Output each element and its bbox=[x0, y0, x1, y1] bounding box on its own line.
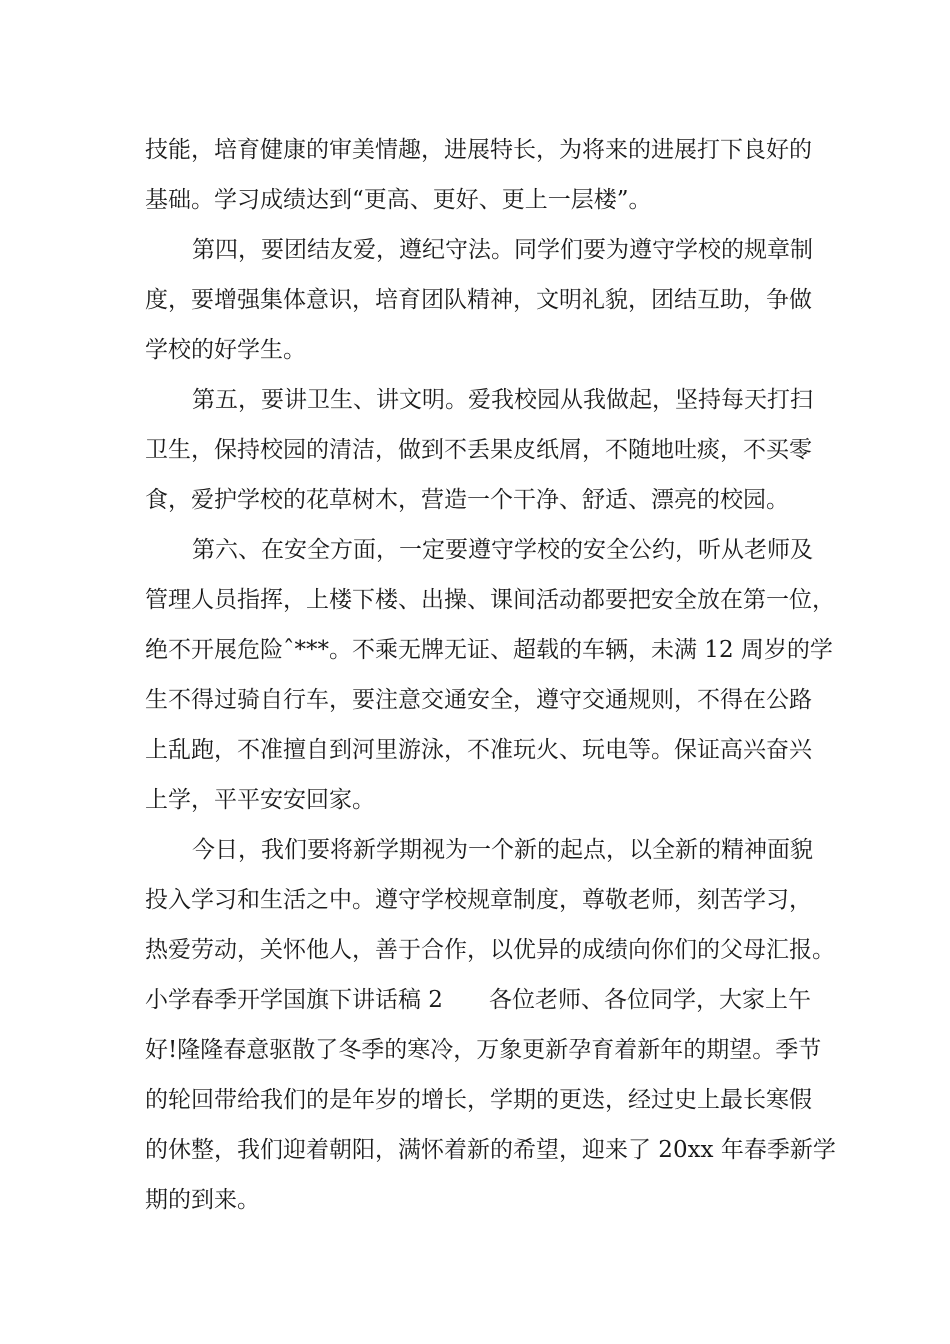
paragraph-start-line: 第四，要团结友爱，遵纪守法。同学们要为遵守学校的规章制 bbox=[192, 237, 813, 263]
text-line: 基础。学习成绩达到“更高、更好、更上一层楼”。 bbox=[145, 187, 652, 213]
text-line: 的轮回带给我们的是年岁的增长，学期的更迭，经过史上最长寒假 bbox=[145, 1087, 812, 1113]
text-line: 好!隆隆春意驱散了冬季的寒冷，万象更新孕育着新年的期望。季节 bbox=[145, 1037, 822, 1063]
text-line: 的休整，我们迎着朝阳，满怀着新的希望，迎来了 20xx 年春季新学 bbox=[145, 1137, 836, 1163]
text-line: 度，要增强集体意识，培育团队精神，文明礼貌，团结互助，争做 bbox=[145, 287, 812, 313]
text-line: 生不得过骑自行车，要注意交通安全，遵守交通规则，不得在公路 bbox=[145, 687, 812, 713]
paragraph-start-line: 第六、在安全方面，一定要遵守学校的安全公约，听从老师及 bbox=[192, 537, 813, 563]
text-line: 管理人员指挥，上楼下楼、出操、课间活动都要把安全放在第一位， bbox=[145, 587, 835, 613]
paragraph-start-line: 今日，我们要将新学期视为一个新的起点，以全新的精神面貌 bbox=[192, 837, 813, 863]
text-line: 热爱劳动，关怀他人，善于合作，以优异的成绩向你们的父母汇报。 bbox=[145, 937, 835, 963]
text-line: 上学，平平安安回家。 bbox=[145, 787, 375, 813]
text-line: 投入学习和生活之中。遵守学校规章制度，尊敬老师，刻苦学习， bbox=[145, 887, 812, 913]
text-line: 卫生，保持校园的清洁，做到不丢果皮纸屑，不随地吐痰，不买零 bbox=[145, 437, 812, 463]
text-line: 上乱跑，不准擅自到河里游泳，不准玩火、玩电等。保证高兴奋兴 bbox=[145, 737, 812, 763]
text-line: 技能，培育健康的审美情趣，进展特长，为将来的进展打下良好的 bbox=[145, 137, 812, 163]
text-line: 绝不开展危险ˆ***。不乘无牌无证、超载的车辆，未满 12 周岁的学 bbox=[145, 637, 833, 663]
text-line: 小学春季开学国旗下讲话稿 2 各位老师、各位同学，大家上午 bbox=[145, 987, 811, 1013]
text-line: 学校的好学生。 bbox=[145, 337, 306, 363]
text-line: 食，爱护学校的花草树木，营造一个干净、舒适、漂亮的校园。 bbox=[145, 487, 789, 513]
text-line: 期的到来。 bbox=[145, 1187, 260, 1213]
paragraph-start-line: 第五，要讲卫生、讲文明。爱我校园从我做起，坚持每天打扫 bbox=[192, 387, 813, 413]
